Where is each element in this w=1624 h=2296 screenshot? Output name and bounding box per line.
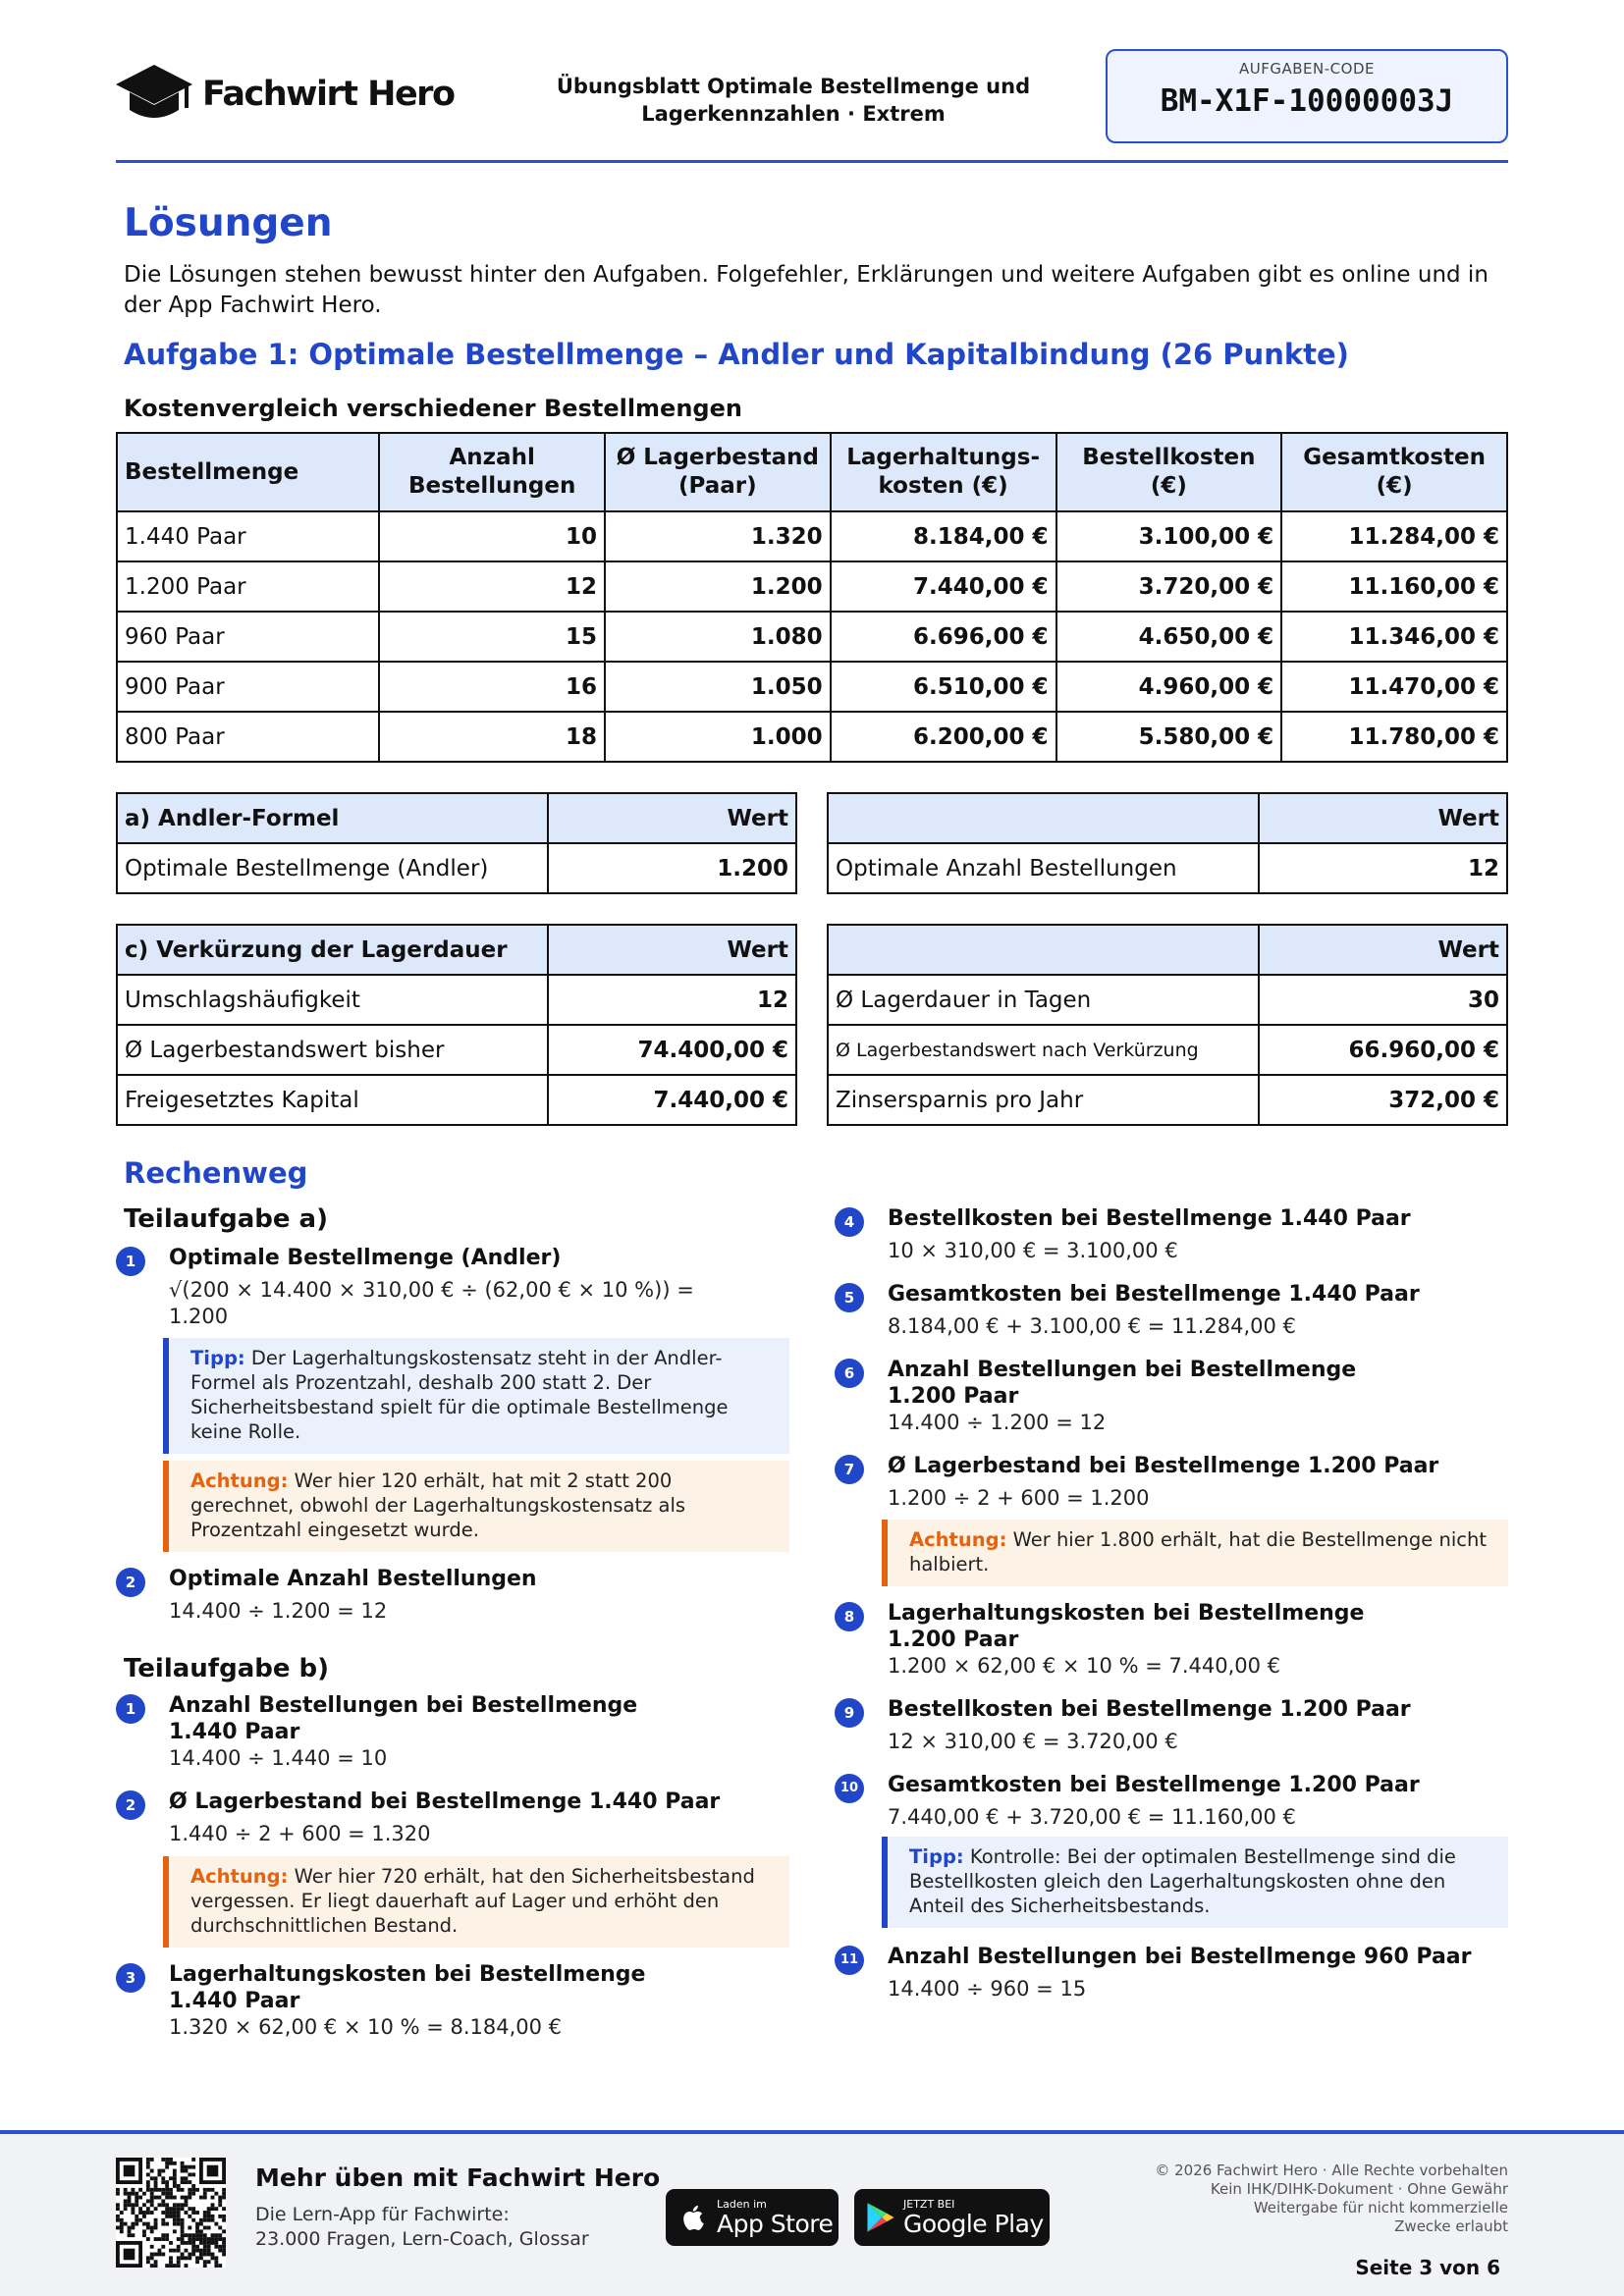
page-footer: [0, 2130, 1624, 2296]
storage-duration-table: [116, 924, 797, 1126]
intro-text: Die Lösungen stehen bewusst hinter den Aufgaben. Folgefehler, Erklärungen und weitere Aufgaben gibt es online und in der App Fachwirt Hero.: [124, 262, 1489, 318]
column-header: [379, 433, 605, 511]
storage-table-header: c) Verkürzung der Lagerdauer: [117, 925, 548, 975]
part-a-heading: Teilaufgabe a): [124, 1204, 328, 1234]
table-cell: 12: [379, 561, 605, 612]
table-cell: 1.200 Paar: [117, 561, 379, 612]
column-header-line: Gesamtkosten: [1303, 445, 1486, 470]
column-header-line: (Paar): [678, 473, 757, 499]
column-header-line: Anzahl: [449, 445, 535, 470]
qr-code-icon[interactable]: [116, 2158, 226, 2268]
column-header-line: (€): [1150, 473, 1187, 499]
step-badge: 7: [835, 1455, 864, 1484]
column-header-line: (€): [1376, 473, 1413, 499]
step-badge: 10: [835, 1774, 864, 1803]
column-header: [1281, 433, 1507, 511]
footer-title: Mehr üben mit Fachwirt Hero: [255, 2163, 661, 2192]
table-row: [828, 1025, 1507, 1075]
table-cell: 3.720,00 €: [1056, 561, 1282, 612]
page-header: [116, 49, 1508, 163]
column-header: [831, 433, 1056, 511]
value-header: Wert: [1259, 925, 1507, 975]
table-cell: 11.284,00 €: [1281, 511, 1507, 561]
apple-icon: [679, 2203, 709, 2232]
footer-subtitle-line: 23.000 Fragen, Lern-Coach, Glossar: [255, 2228, 589, 2250]
logo: [116, 63, 454, 126]
table-cell: Ø Lagerbestandswert nach Verkürzung: [828, 1025, 1259, 1075]
table-cell: 1.200: [605, 561, 831, 612]
step-calc: 10 × 310,00 € = 3.100,00 €: [888, 1239, 1178, 1262]
column-header-line: Bestellungen: [407, 473, 576, 499]
step-badge: 1: [116, 1694, 145, 1724]
step-badge: 6: [835, 1359, 864, 1388]
app-store-small: Laden im: [717, 2197, 767, 2211]
warning-text: Wer hier 720 erhält, hat den Sicherheitsbestand vergessen. Er liegt dauerhaft auf Lager und erhöht den durchschnittlichen Bestand.: [190, 1865, 755, 1937]
step-calc: 12 × 310,00 € = 3.720,00 €: [888, 1730, 1178, 1753]
google-play-button[interactable]: [854, 2189, 1050, 2246]
sheet-title-line: Übungsblatt Optimale Bestellmenge und: [556, 75, 1031, 98]
table-cell: 1.200: [548, 843, 796, 893]
step-title: Lagerhaltungskosten bei Bestellmenge 1.200 Paar: [888, 1601, 1365, 1652]
storage-duration-table-right: [827, 924, 1508, 1126]
column-header-line: Bestellmenge: [125, 458, 299, 485]
table-cell: 74.400,00 €: [548, 1025, 796, 1075]
table-cell: 900 Paar: [117, 662, 379, 712]
value-header: Wert: [548, 793, 796, 843]
table-cell: 960 Paar: [117, 612, 379, 662]
table-cell: 6.200,00 €: [831, 712, 1056, 762]
step-title: Optimale Anzahl Bestellungen: [169, 1567, 537, 1591]
table-cell: 5.580,00 €: [1056, 712, 1282, 762]
column-header-line: Ø Lagerbestand: [616, 445, 819, 470]
table-cell: 1.440 Paar: [117, 511, 379, 561]
table-heading: Kostenvergleich verschiedener Bestellmengen: [124, 395, 742, 422]
table-row: [117, 662, 1507, 712]
step-badge: 9: [835, 1698, 864, 1728]
tip-text: Der Lagerhaltungskostensatz steht in der Andler-Formel als Prozentzahl, deshalb 200 statt 2. Der Sicherheitsbestand spielt für die optimale Bestellmenge keine Rolle.: [190, 1347, 729, 1443]
logo-text: Fachwirt Hero: [202, 75, 455, 114]
page-title: Lösungen: [124, 201, 333, 245]
step-calc: 14.400 ÷ 1.200 = 12: [169, 1599, 388, 1623]
table-row: [117, 511, 1507, 561]
storage-table-right-header: [828, 925, 1259, 975]
step-calc: 1.440 ÷ 2 + 600 = 1.320: [169, 1822, 431, 1845]
table-cell: 7.440,00 €: [548, 1075, 796, 1125]
legal-line: Weitergabe für nicht kommerzielle: [1253, 2199, 1508, 2216]
step-title: Anzahl Bestellungen bei Bestellmenge 1.200 Paar: [888, 1358, 1357, 1409]
task-code-label: AUFGABEN-CODE: [1239, 60, 1375, 78]
table-cell: 66.960,00 €: [1259, 1025, 1507, 1075]
table-cell: 16: [379, 662, 605, 712]
table-cell: 12: [548, 975, 796, 1025]
step-b11: [835, 1944, 1483, 2002]
step-title: Anzahl Bestellungen bei Bestellmenge 960 Paar: [888, 1945, 1472, 1969]
table-cell: 6.696,00 €: [831, 612, 1056, 662]
table-row: [117, 561, 1507, 612]
table-cell: 11.780,00 €: [1281, 712, 1507, 762]
google-play-icon: [866, 2202, 895, 2233]
table-cell: Ø Lagerdauer in Tagen: [828, 975, 1259, 1025]
table-cell: Zinsersparnis pro Jahr: [828, 1075, 1259, 1125]
table-row: [828, 1075, 1507, 1125]
step-b8: [835, 1600, 1483, 1680]
warning-note: [882, 1520, 1508, 1586]
legal-line: Zwecke erlaubt: [1394, 2217, 1508, 2235]
table-cell: 15: [379, 612, 605, 662]
table-cell: Umschlagshäufigkeit: [117, 975, 548, 1025]
table-cell: 18: [379, 712, 605, 762]
step-badge: 11: [835, 1946, 864, 1975]
table-cell: 8.184,00 €: [831, 511, 1056, 561]
footer-subtitle-line: Die Lern-App für Fachwirte:: [255, 2204, 510, 2225]
warning-label: Achtung:: [190, 1865, 289, 1888]
legal-notice: [1115, 2162, 1508, 2236]
table-row: [117, 1025, 796, 1075]
warning-text: Wer hier 120 erhält, hat mit 2 statt 200 gerechnet, obwohl der Lagerhaltungskostensatz als Prozentzahl eingesetzt wurde.: [190, 1469, 686, 1541]
app-store-button[interactable]: [666, 2189, 839, 2246]
step-a2: [116, 1566, 764, 1625]
step-badge: 4: [835, 1207, 864, 1237]
step-calc: 8.184,00 € + 3.100,00 € = 11.284,00 €: [888, 1314, 1296, 1338]
step-badge: 1: [116, 1247, 145, 1276]
table-cell: 800 Paar: [117, 712, 379, 762]
step-title: Optimale Bestellmenge (Andler): [169, 1246, 562, 1270]
table-cell: 1.320: [605, 511, 831, 561]
task-heading: Aufgabe 1: Optimale Bestellmenge – Andler und Kapitalbindung (26 Punkte): [124, 338, 1349, 371]
table-row: [828, 843, 1507, 893]
tip-label: Tipp:: [909, 1845, 964, 1868]
table-cell: 372,00 €: [1259, 1075, 1507, 1125]
table-row: [117, 612, 1507, 662]
step-badge: 5: [835, 1283, 864, 1312]
step-calc: 7.440,00 € + 3.720,00 € = 11.160,00 €: [888, 1805, 1296, 1829]
table-cell: 11.346,00 €: [1281, 612, 1507, 662]
app-store-label: App Store: [717, 2209, 834, 2238]
step-title: Gesamtkosten bei Bestellmenge 1.200 Paar: [888, 1773, 1420, 1797]
step-title: Ø Lagerbestand bei Bestellmenge 1.200 Paar: [888, 1454, 1439, 1478]
task-code-box: [1106, 49, 1508, 143]
table-cell: 1.080: [605, 612, 831, 662]
legal-line: © 2026 Fachwirt Hero · Alle Rechte vorbehalten: [1155, 2162, 1508, 2179]
step-title: Bestellkosten bei Bestellmenge 1.200 Paar: [888, 1697, 1411, 1722]
table-cell: 4.960,00 €: [1056, 662, 1282, 712]
step-b3: [116, 1961, 764, 2041]
table-cell: 12: [1259, 843, 1507, 893]
table-cell: 6.510,00 €: [831, 662, 1056, 712]
step-badge: 2: [116, 1790, 145, 1820]
step-b5: [835, 1281, 1483, 1340]
table-row: [117, 712, 1507, 762]
step-calc: 14.400 ÷ 960 = 15: [888, 1977, 1087, 2001]
step-calc: 14.400 ÷ 1.200 = 12: [888, 1411, 1107, 1434]
value-header: Wert: [1259, 793, 1507, 843]
andler-table-header: a) Andler-Formel: [117, 793, 548, 843]
google-play-small: JETZT BEI: [903, 2197, 955, 2211]
step-b2: [116, 1789, 764, 1847]
table-row: [117, 975, 796, 1025]
tip-label: Tipp:: [190, 1347, 245, 1369]
tip-note: [882, 1837, 1508, 1928]
column-header: [117, 433, 379, 511]
value-header: Wert: [548, 925, 796, 975]
footer-subtitle: [255, 2203, 589, 2252]
step-title: Bestellkosten bei Bestellmenge 1.440 Paar: [888, 1206, 1411, 1231]
step-b9: [835, 1696, 1483, 1755]
table-cell: 10: [379, 511, 605, 561]
step-b7: [835, 1453, 1483, 1512]
page-number: Seite 3 von 6: [1355, 2256, 1500, 2279]
table-cell: 11.470,00 €: [1281, 662, 1507, 712]
column-header-line: kosten (€): [878, 473, 1008, 499]
table-cell: 7.440,00 €: [831, 561, 1056, 612]
graduation-cap-icon: [116, 63, 192, 126]
warning-text: Wer hier 1.800 erhält, hat die Bestellmenge nicht halbiert.: [909, 1528, 1487, 1575]
tip-text: Kontrolle: Bei der optimalen Bestellmenge sind die Bestellkosten gleich den Lagerhaltungskosten ohne den Anteil des Sicherheitsbestands.: [909, 1845, 1456, 1917]
column-header-line: Bestellkosten: [1082, 445, 1256, 470]
andler-table: [116, 792, 797, 894]
step-b10: [835, 1772, 1483, 1831]
step-calc: 14.400 ÷ 1.440 = 10: [169, 1746, 388, 1770]
table-cell: Freigesetztes Kapital: [117, 1075, 548, 1125]
step-b6: [835, 1357, 1483, 1436]
table-cell: 3.100,00 €: [1056, 511, 1282, 561]
table-cell: 1.050: [605, 662, 831, 712]
warning-note: [163, 1856, 789, 1948]
warning-label: Achtung:: [909, 1528, 1007, 1551]
column-header: [1056, 433, 1282, 511]
step-title: Ø Lagerbestand bei Bestellmenge 1.440 Paar: [169, 1789, 721, 1814]
andler-table-right: [827, 792, 1508, 894]
rechenweg-heading: Rechenweg: [124, 1156, 308, 1190]
table-cell: 4.650,00 €: [1056, 612, 1282, 662]
step-b4: [835, 1205, 1483, 1264]
step-b1: [116, 1692, 764, 1772]
warning-label: Achtung:: [190, 1469, 289, 1492]
table-cell: Optimale Anzahl Bestellungen: [828, 843, 1259, 893]
step-badge: 2: [116, 1568, 145, 1597]
step-title: Gesamtkosten bei Bestellmenge 1.440 Paar: [888, 1282, 1420, 1307]
part-b-heading: Teilaufgabe b): [124, 1654, 330, 1683]
task-code-value: BM-X1F-10000003J: [1160, 83, 1454, 119]
step-badge: 8: [835, 1602, 864, 1631]
step-calc: 1.320 × 62,00 € × 10 % = 8.184,00 €: [169, 2015, 563, 2039]
table-row: [828, 975, 1507, 1025]
step-badge: 3: [116, 1963, 145, 1993]
column-header: [605, 433, 831, 511]
google-play-label: Google Play: [903, 2209, 1044, 2238]
step-calc: 1.200 ÷ 2 + 600 = 1.200: [888, 1486, 1150, 1510]
step-calc: √(200 × 14.400 × 310,00 € ÷ (62,00 € × 10 %)) = 1.200: [169, 1278, 694, 1328]
table-cell: 11.160,00 €: [1281, 561, 1507, 612]
table-row: [117, 843, 796, 893]
step-title: Lagerhaltungskosten bei Bestellmenge 1.440 Paar: [169, 1962, 646, 2013]
table-cell: Ø Lagerbestandswert bisher: [117, 1025, 548, 1075]
tip-note: [163, 1338, 789, 1454]
sheet-title: [509, 73, 1078, 128]
warning-note: [163, 1461, 789, 1552]
table-cell: 1.000: [605, 712, 831, 762]
andler-table-right-header: [828, 793, 1259, 843]
sheet-title-line: Lagerkennzahlen · Extrem: [641, 102, 946, 126]
step-title: Anzahl Bestellungen bei Bestellmenge 1.440 Paar: [169, 1693, 638, 1744]
step-a1: [116, 1245, 764, 1330]
cost-comparison-table: [116, 432, 1508, 763]
table-cell: Optimale Bestellmenge (Andler): [117, 843, 548, 893]
legal-line: Kein IHK/DIHK-Dokument · Ohne Gewähr: [1210, 2180, 1508, 2198]
table-row: [117, 1075, 796, 1125]
table-cell: 30: [1259, 975, 1507, 1025]
step-calc: 1.200 × 62,00 € × 10 % = 7.440,00 €: [888, 1654, 1281, 1678]
column-header-line: Lagerhaltungs-: [846, 445, 1040, 470]
